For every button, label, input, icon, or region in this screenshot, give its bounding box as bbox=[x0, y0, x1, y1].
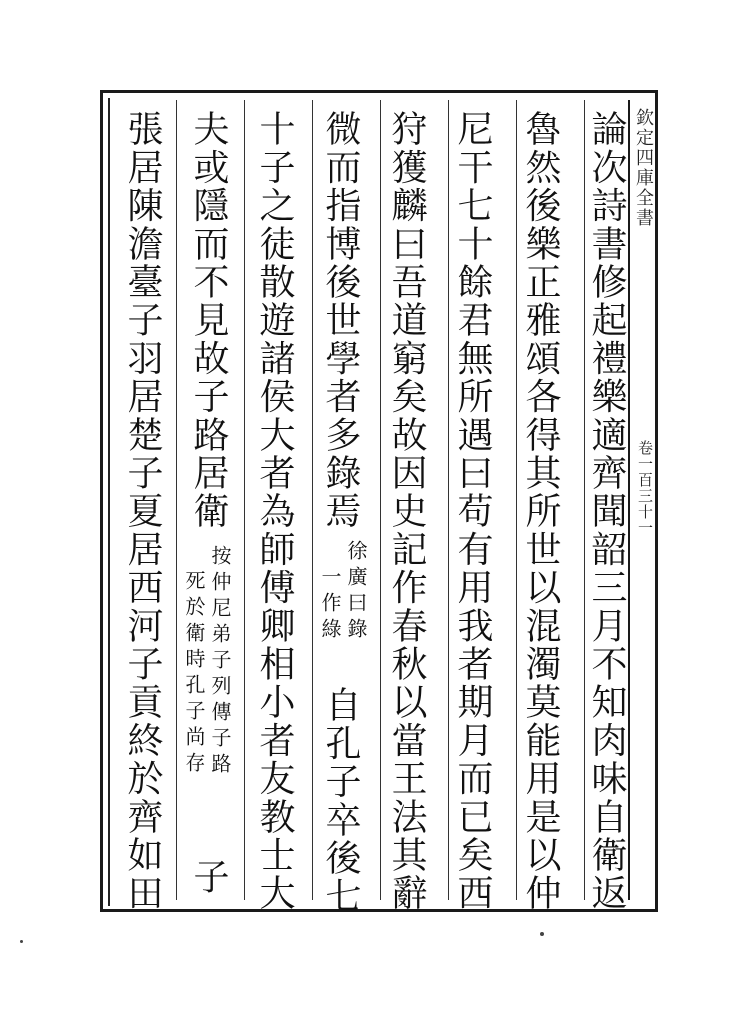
text-column-7-tail: 子 bbox=[188, 858, 229, 897]
text-column-6: 十子之徒散遊諸侯大者為師傅卿相小者友教士大 bbox=[254, 110, 295, 913]
column-rule bbox=[176, 100, 177, 900]
margin-juan-number: 卷一百三十一 bbox=[636, 440, 654, 536]
text-column-4: 狩獲麟曰吾道窮矣故因史記作春秋以當王法其辭 bbox=[386, 110, 427, 913]
inner-border-rule bbox=[108, 98, 110, 906]
text-column-5: 微而指博後世學者多錄焉 bbox=[320, 110, 361, 531]
annotation-line: 一作綠 bbox=[318, 566, 342, 644]
margin-header: 欽定四庫全書 bbox=[633, 108, 654, 228]
text-column-1: 論次詩書修起禮樂適齊聞韶三月不知肉味自衛返 bbox=[586, 110, 627, 913]
annotation-line: 死於衛時孔子尚存 bbox=[182, 570, 206, 778]
text-column-7: 夫或隱而不見故子路居衛 bbox=[188, 110, 229, 531]
annotation-line: 按仲尼弟子列傳子路 bbox=[208, 545, 232, 779]
scan-speck bbox=[540, 932, 544, 936]
annotation-line: 徐廣曰錄 bbox=[344, 540, 368, 644]
text-column-5-tail: 自孔子卒後七 bbox=[320, 686, 361, 916]
column-rule bbox=[244, 100, 245, 900]
text-column-8: 張居陳澹臺子羽居楚子夏居西河子貢終於齊如田 bbox=[122, 110, 163, 913]
text-column-3: 尼干七十餘君無所遇曰苟有用我者期月而已矣西 bbox=[452, 110, 493, 913]
scan-speck bbox=[20, 940, 23, 943]
text-column-2: 魯然後樂正雅頌各得其所世以混濁莫能用是以仲 bbox=[520, 110, 561, 913]
